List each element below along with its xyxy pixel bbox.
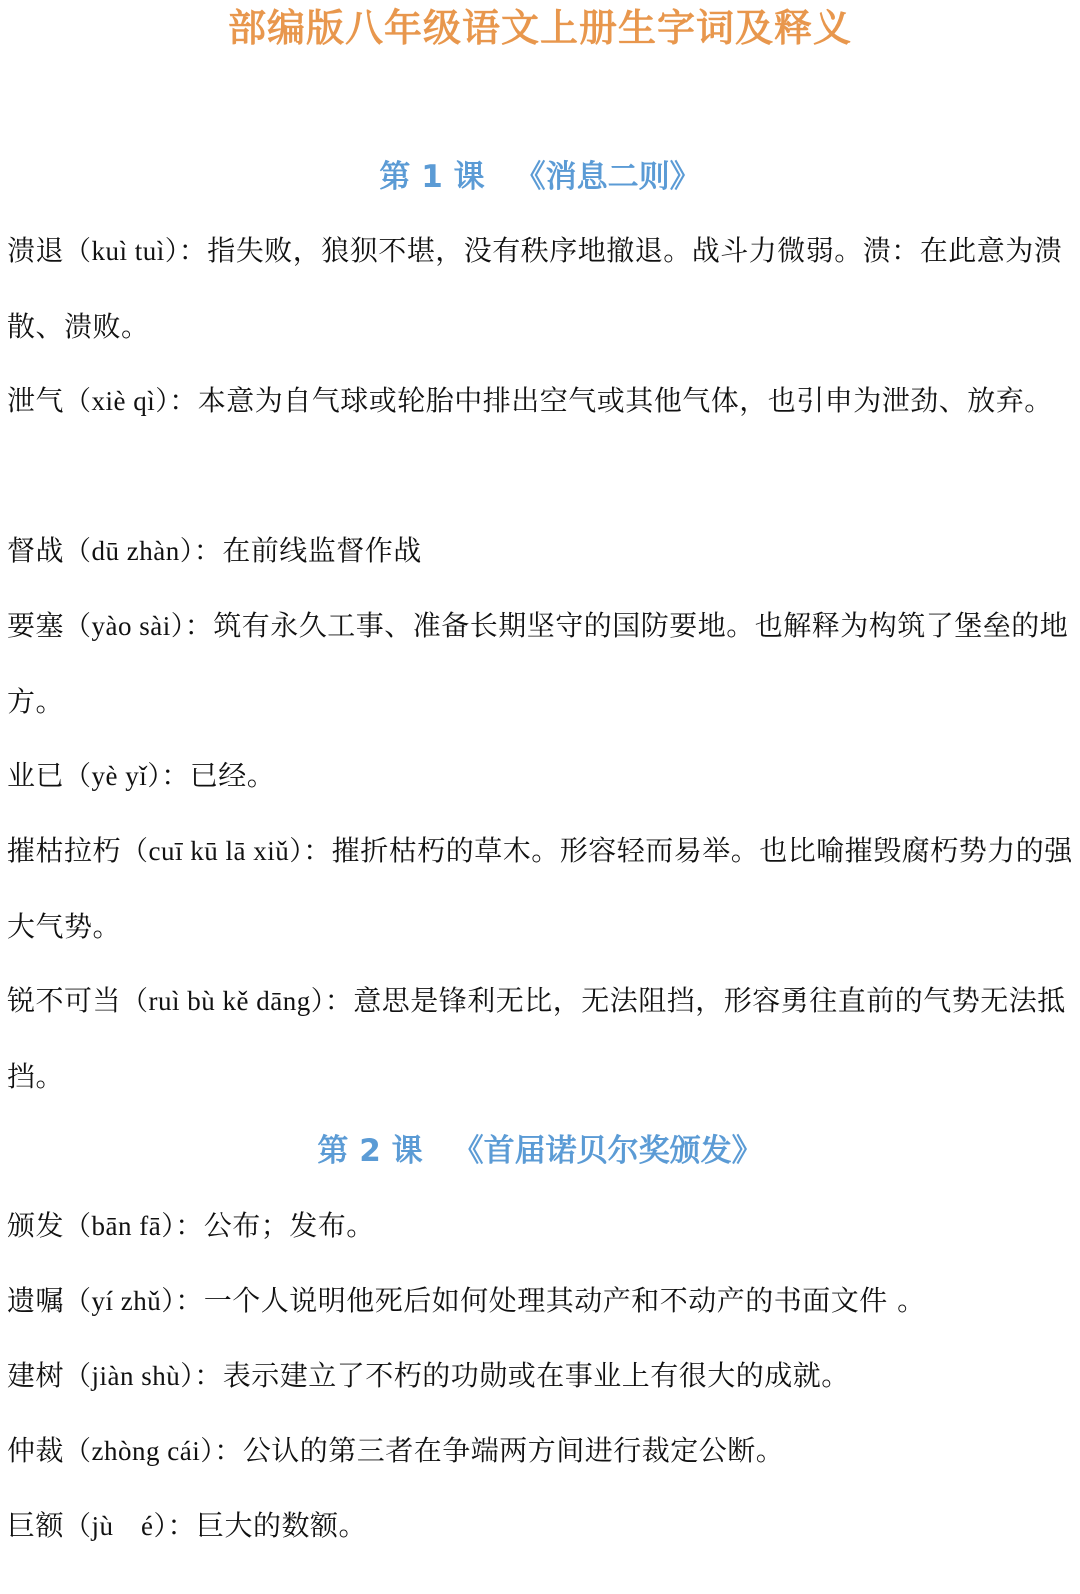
- lesson-number: 第 1 课: [379, 159, 485, 195]
- entry-term: 督战: [7, 534, 65, 567]
- entry-definition: ：巨大的数额。: [167, 1509, 368, 1542]
- lesson-1-heading: [0, 157, 1080, 197]
- entry-term: 锐不可当: [7, 984, 122, 1017]
- entry-term: 业已: [7, 759, 65, 792]
- vocab-entry: [7, 513, 1073, 589]
- vocab-entry: [7, 1263, 1073, 1339]
- entry-pinyin: （zhòng cái）: [64, 1436, 215, 1466]
- entry-definition: ：筑有永久工事、准备长期坚守的国防要地。也解释为构筑了堡垒的地方。: [7, 609, 1069, 718]
- entry-pinyin: （jù é）: [64, 1511, 168, 1541]
- entry-definition: ：已经。: [161, 759, 276, 792]
- entry-term: 摧枯拉朽: [7, 834, 122, 867]
- entry-definition: ：指失败，狼狈不堪，没有秩序地撤退。战斗力微弱。溃：在此意为溃散、溃败。: [7, 234, 1063, 343]
- vocab-entry: [7, 1338, 1073, 1414]
- vocab-entry: [7, 738, 1073, 814]
- entry-definition: ：摧折枯朽的草木。形容轻而易举。也比喻摧毁腐朽势力的强大气势。: [7, 834, 1073, 943]
- entry-term: 遗嘱: [7, 1284, 65, 1317]
- vocab-entry: [7, 1488, 1073, 1564]
- vocab-entry: [7, 963, 1073, 1114]
- entry-term: 巨额: [7, 1509, 65, 1542]
- entry-definition: ：表示建立了不朽的功勋或在事业上有很大的成就。: [194, 1359, 850, 1392]
- entry-definition: ：公认的第三者在争端两方间进行裁定公断。: [214, 1434, 785, 1467]
- entry-pinyin: （xiè qì）: [64, 386, 170, 416]
- vocab-entry: [7, 1188, 1073, 1264]
- entry-pinyin: （yào sài）: [64, 611, 185, 641]
- entry-definition: ：一个人说明他死后如何处理其动产和不动产的书面文件 。: [175, 1284, 926, 1317]
- lesson-name: 《首届诺贝尔奖颁发》: [452, 1133, 763, 1169]
- vocab-entry: [7, 813, 1073, 964]
- entry-definition: ：公布；发布。: [175, 1209, 375, 1242]
- entry-pinyin: （yè yǐ）: [64, 761, 162, 791]
- entry-pinyin: （jiàn shù）: [64, 1361, 195, 1391]
- entry-term: 建树: [7, 1359, 65, 1392]
- entry-definition: ：在前线监督作战: [193, 534, 422, 567]
- vocab-entry: [7, 213, 1073, 364]
- entry-definition: ：意思是锋利无比，无法阻挡，形容勇往直前的气势无法抵挡。: [7, 984, 1066, 1093]
- entry-term: 颁发: [7, 1209, 65, 1242]
- entry-term: 泄气: [7, 384, 65, 417]
- entry-pinyin: （cuī kū lā xiǔ）: [121, 836, 304, 866]
- lesson-name: 《消息二则》: [514, 159, 701, 195]
- entry-definition: ：本意为自气球或轮胎中排出空气或其他气体，也引申为泄劲、放弃。: [169, 384, 1053, 417]
- lesson-number: 第 2 课: [317, 1133, 423, 1169]
- entry-pinyin: （ruì bù kě dāng）: [121, 986, 325, 1016]
- document-title: 部编版八年级语文上册生字词及释义: [227, 6, 852, 50]
- entry-pinyin: （yí zhǔ）: [64, 1286, 176, 1316]
- entry-pinyin: （bān fā）: [64, 1211, 176, 1241]
- vocab-entry: [7, 588, 1073, 739]
- entry-pinyin: （dū zhàn）: [64, 536, 194, 566]
- entry-term: 溃退: [7, 234, 65, 267]
- vocab-entry: [7, 363, 1073, 439]
- entry-term: 仲裁: [7, 1434, 65, 1467]
- vocab-entry: [7, 1413, 1073, 1489]
- lesson-2-heading: [0, 1131, 1080, 1171]
- entry-pinyin: （kuì tuì）: [64, 236, 179, 266]
- entry-term: 要塞: [7, 609, 65, 642]
